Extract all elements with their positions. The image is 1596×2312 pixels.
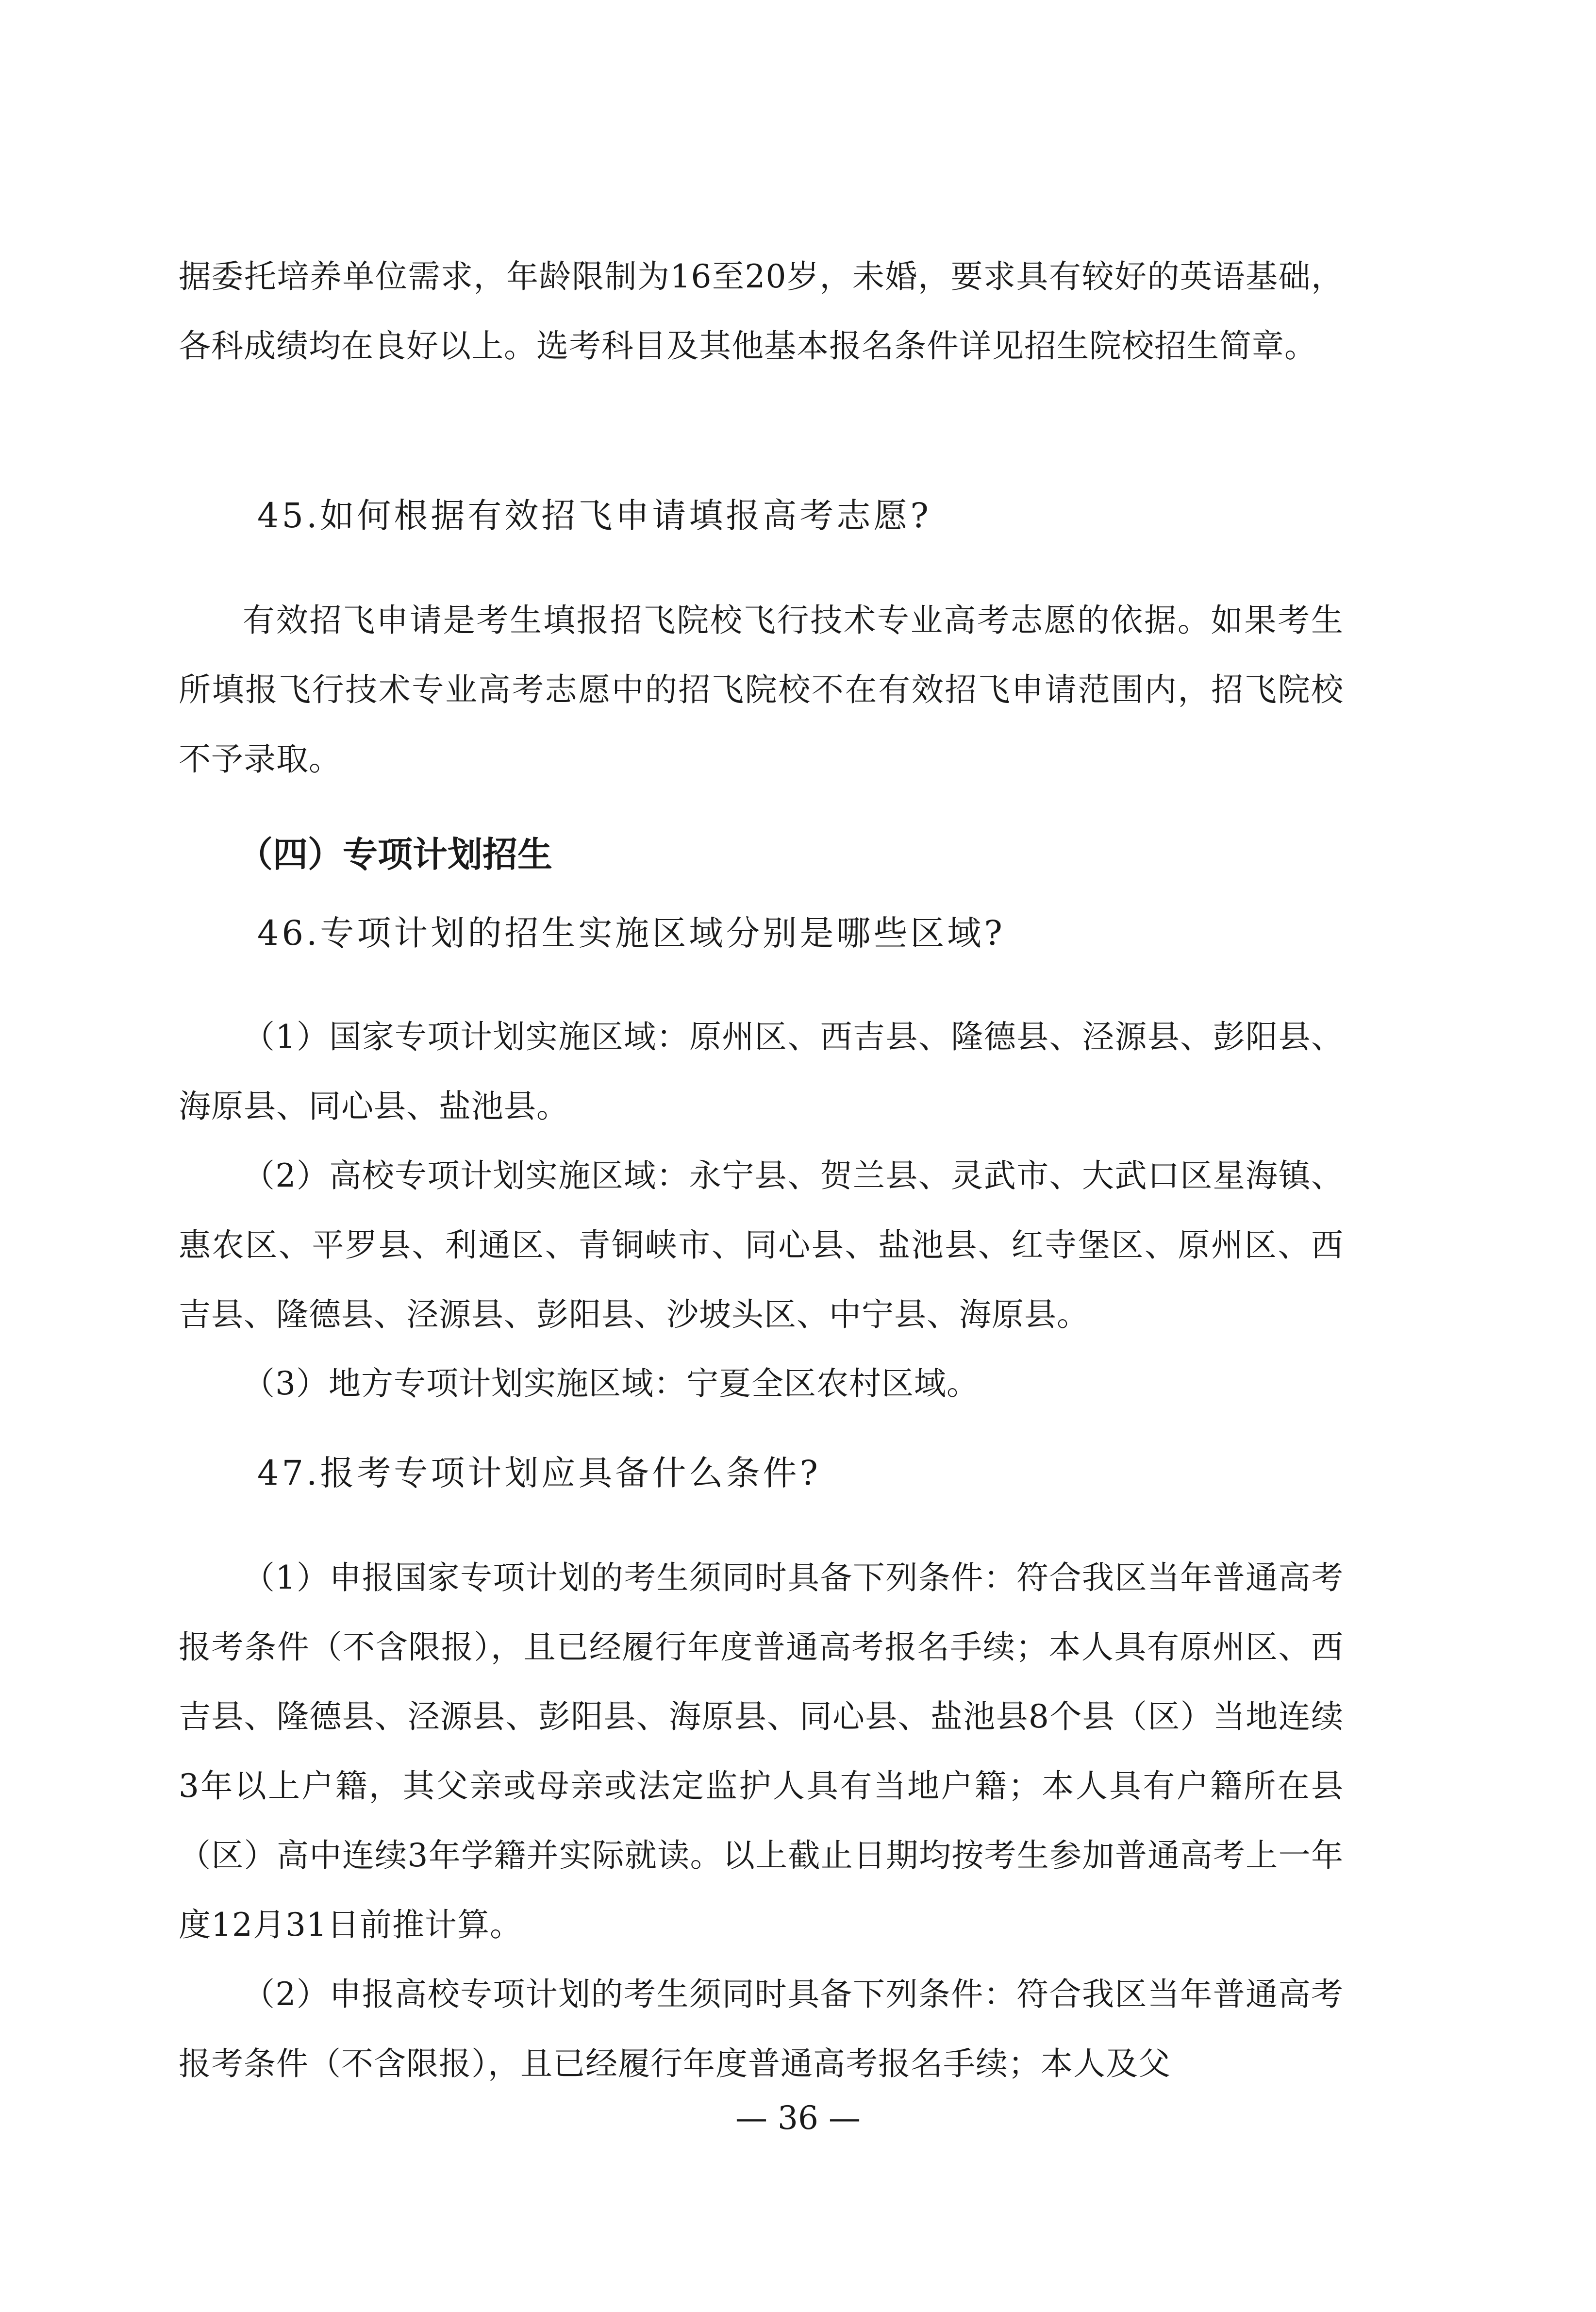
- question-47-item-1: （1）申报国家专项计划的考生须同时具备下列条件：符合我区当年普通高考报考条件（不含限报），且已经履行年度普通高考报名手续；本人具有原州区、西吉县、隆德县、泾源县、彭阳县、海原县、同心县、盐池县8个县（区）当地连续3年以上户籍，其父亲或母亲或法定监护人具有当地户籍；本人具有户籍所在县（区）高中连续3年学籍并实际就读。以上截止日期均按考生参加普通高考上一年度12月31日前推计算。: [179, 1559, 1344, 1943]
- question-45-answer: 有效招飞申请是考生填报招飞院校飞行技术专业高考志愿的依据。如果考生所填报飞行技术专业高考志愿中的招飞院校不在有效招飞申请范围内，招飞院校不予录取。: [179, 602, 1344, 778]
- question-46-item-1: （1）国家专项计划实施区域：原州区、西吉县、隆德县、泾源县、彭阳县、海原县、同心县、盐池县。: [179, 1018, 1344, 1125]
- question-46-item-3: （3）地方专项计划实施区域：宁夏全区农村区域。: [243, 1365, 979, 1402]
- question-46-item-2: （2）高校专项计划实施区域：永宁县、贺兰县、灵武市、大武口区星海镇、惠农区、平罗县、利通区、青铜峡市、同心县、盐池县、红寺堡区、原州区、西吉县、隆德县、泾源县、彭阳县、沙坡头区、中宁县、海原县。: [179, 1157, 1344, 1333]
- continuation-paragraph: 据委托培养单位需求，年龄限制为16至20岁，未婚，要求具有较好的英语基础，各科成绩均在良好以上。选考科目及其他基本报名条件详见招生院校招生简章。: [179, 258, 1344, 365]
- question-47-heading: 47.报考专项计划应具备什么条件?: [257, 1453, 821, 1493]
- section-4-title: （四）专项计划招生: [238, 834, 553, 875]
- question-47-item-2: （2）申报高校专项计划的考生须同时具备下列条件：符合我区当年普通高考报考条件（不含限报），且已经履行年度普通高考报名手续；本人及父: [179, 1976, 1344, 2082]
- page-number: — 36 —: [735, 2099, 861, 2137]
- question-45-heading: 45.如何根据有效招飞申请填报高考志愿?: [257, 496, 931, 536]
- question-46-heading: 46.专项计划的招生实施区域分别是哪些区域?: [257, 913, 1005, 953]
